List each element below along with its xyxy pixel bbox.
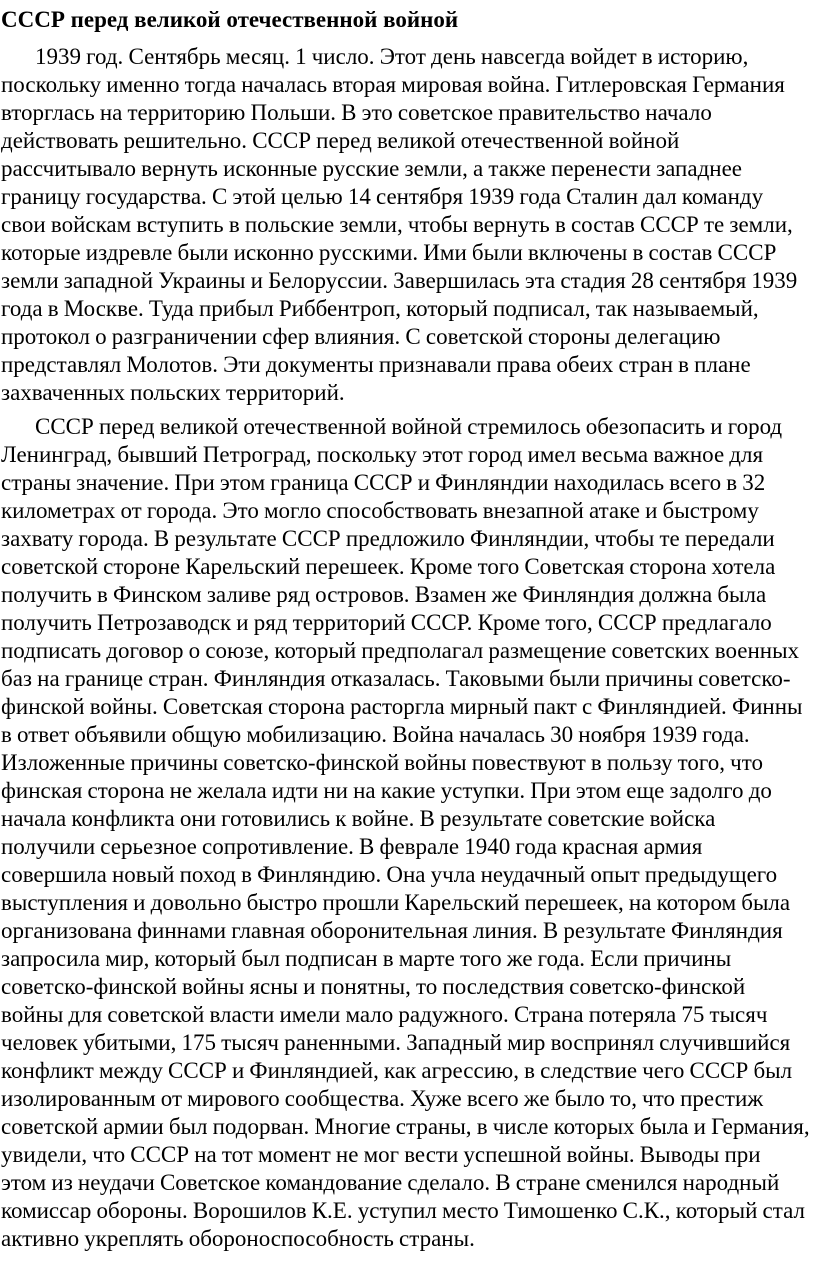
paragraph-1: 1939 год. Сентябрь месяц. 1 число. Этот день навсегда войдет в историю, поскольку именно тогда началась вторая мировая война. Гитлеровская Германия вторглась на территорию Польши. В это советское правительство начало действовать решительно. СССР перед великой отечественной войной рассчитывало вернуть исконные русские земли, а также перенести западнее границу государства. С этой целью 14 сентября 1939 года Сталин дал команду свои войскам вступить в польские земли, чтобы вернуть в состав СССР те земли, которые издревле были исконно русскими. Ими были включены в состав СССР земли западной Украины и Белоруссии. Завершилась эта стадия 28 сентября 1939 года в Москве. Туда прибыл Риббентроп, который подписал, так называемый, протокол о разграничении сфер влияния. С советской стороны делегацию представлял Молотов. Эти документы признавали права обеих стран в плане захваченных польских территорий. xyxy=(1,44,798,405)
document-title: СССР перед великой отечественной войной xyxy=(1,7,459,32)
paragraph-2: СССР перед великой отечественной войной стремилось обезопасить и город Ленинград, бывший Петроград, поскольку этот город имел весьма важное для страны значение. При этом граница СССР и Финляндии находилась всего в 32 километрах от города. Это могло способствовать внезапной атаке и быстрому захвату города. В результате СССР предложило Финляндии, чтобы те передали советской стороне Карельский перешеек. Кроме того Советская сторона хотела получить в Финском заливе ряд островов. Взамен же Финляндия должна была получить Петрозаводск и ряд территорий СССР. Кроме того, СССР предлагало подписать договор о союзе, который предполагал размещение советских военных баз на границе стран. Финляндия отказалась. Таковыми были причины советско-финской войны. Советская сторона расторгла мирный пакт с Финляндией. Финны в ответ объявили общую мобилизацию. Война началась 30 ноября 1939 года. Изложенные причины советско-финской войны повествуют в пользу того, что финская сторона не желала идти ни на какие уступки. При этом еще задолго до начала конфликта они готовились к войне. В результате советские войска получили серьезное сопротивление. В феврале 1940 года красная армия совершила новый поход в Финляндию. Она учла неудачный опыт предыдущего выступления и довольно быстро прошли Карельский перешеек, на котором была организована финнами главная оборонительная линия. В результате Финляндия запросила мир, который был подписан в марте того же года. Если причины советско-финской войны ясны и понятны, то последствия советско-финской войны для советской власти имели мало радужного. Страна потеряла 75 тысяч человек убитыми, 175 тысяч раненными. Западный мир воспринял случившийся конфликт между СССР и Финляндией, как агрессию, в следствие чего СССР был изолированным от мирового сообщества. Хуже всего же было то, что престиж советской армии был подорван. Многие страны, в числе которых была и Германия, увидели, что СССР на тот момент не мог вести успешной войны. Выводы при этом из неудачи Советское командование сделало. В стране сменился народный комиссар обороны. Ворошилов К.Е. уступил место Тимошенко С.К., который стал активно укреплять обороноспособность страны. xyxy=(1,414,810,1251)
